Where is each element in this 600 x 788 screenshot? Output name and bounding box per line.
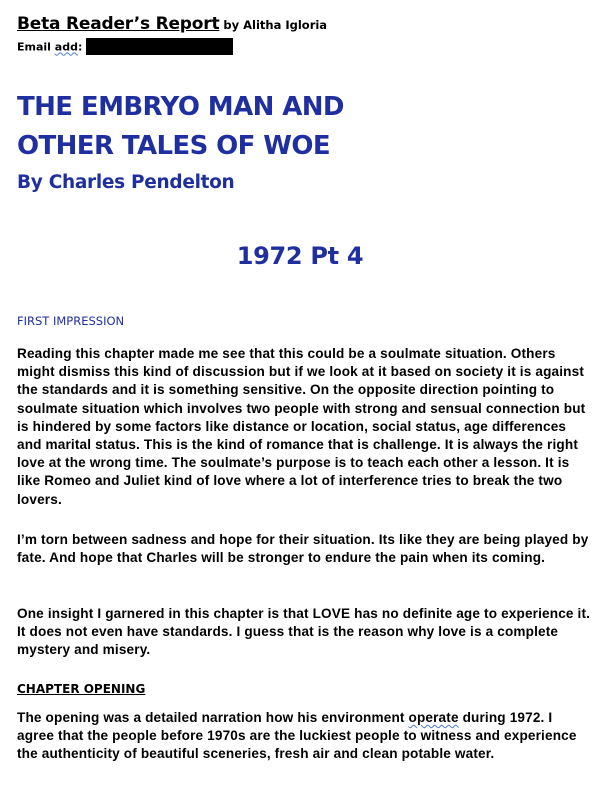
book-author: By Charles Pendelton	[17, 172, 235, 193]
report-author: by Alitha Igloria	[219, 18, 328, 32]
chapter-title: 1972 Pt 4	[236, 242, 364, 270]
paragraph-soulmate: Reading this chapter made me see that this could be a soulmate situation. Others might dismiss this kind of discussion but if we look at it based on society it is against the standards and it is something sensitive. On the opposite direction pointing to soulmate situation which involves two people with strong and sensual connection but is hindered by some factors like distance or location, social status, age differences and marital status. This is the kind of romance that is challenge. It is always the right love at the wrong time. The soulmate’s purpose is to teach each other a lesson. It is like Romeo and Juliet kind of love where a lot of interference tries to break the two lovers.	[17, 346, 586, 507]
opening-text-before: The opening was a detailed narration how his environment	[17, 710, 409, 725]
email-label-prefix: Email	[17, 40, 55, 54]
book-title-line-1: THE EMBRYO MAN AND	[17, 92, 344, 122]
report-title: Beta Reader’s Report	[17, 14, 220, 34]
email-label-word: add	[54, 40, 78, 54]
email-line	[17, 38, 233, 56]
email-label-suffix: :	[77, 40, 83, 54]
book-title	[17, 88, 344, 166]
paragraph-insight: One insight I garnered in this chapter is that LOVE has no definite age to experience it. It does not even have standards. I guess that is the reason why love is a complete mystery and misery.	[17, 606, 591, 658]
opening-text-after: during 1972. I agree that the people before 1970s are the luckiest people to witness and experience the authenticity of beautiful sceneries, fresh air and clean potable water.	[17, 710, 577, 762]
paragraph-torn: I’m torn between sadness and hope for their situation. Its like they are being played by fate. And hope that Charles will be stronger to endure the pain when its coming.	[17, 532, 589, 566]
paragraph-opening	[17, 709, 592, 764]
section-heading-chapter-opening: CHAPTER OPENING	[17, 682, 146, 696]
book-title-line-2: OTHER TALES OF WOE	[17, 131, 331, 161]
flagged-word-operate: operate	[408, 710, 459, 725]
section-heading-first-impression: FIRST IMPRESSION	[17, 314, 125, 328]
report-header	[17, 14, 327, 34]
email-redaction-block	[86, 38, 233, 55]
email-label	[17, 40, 82, 53]
